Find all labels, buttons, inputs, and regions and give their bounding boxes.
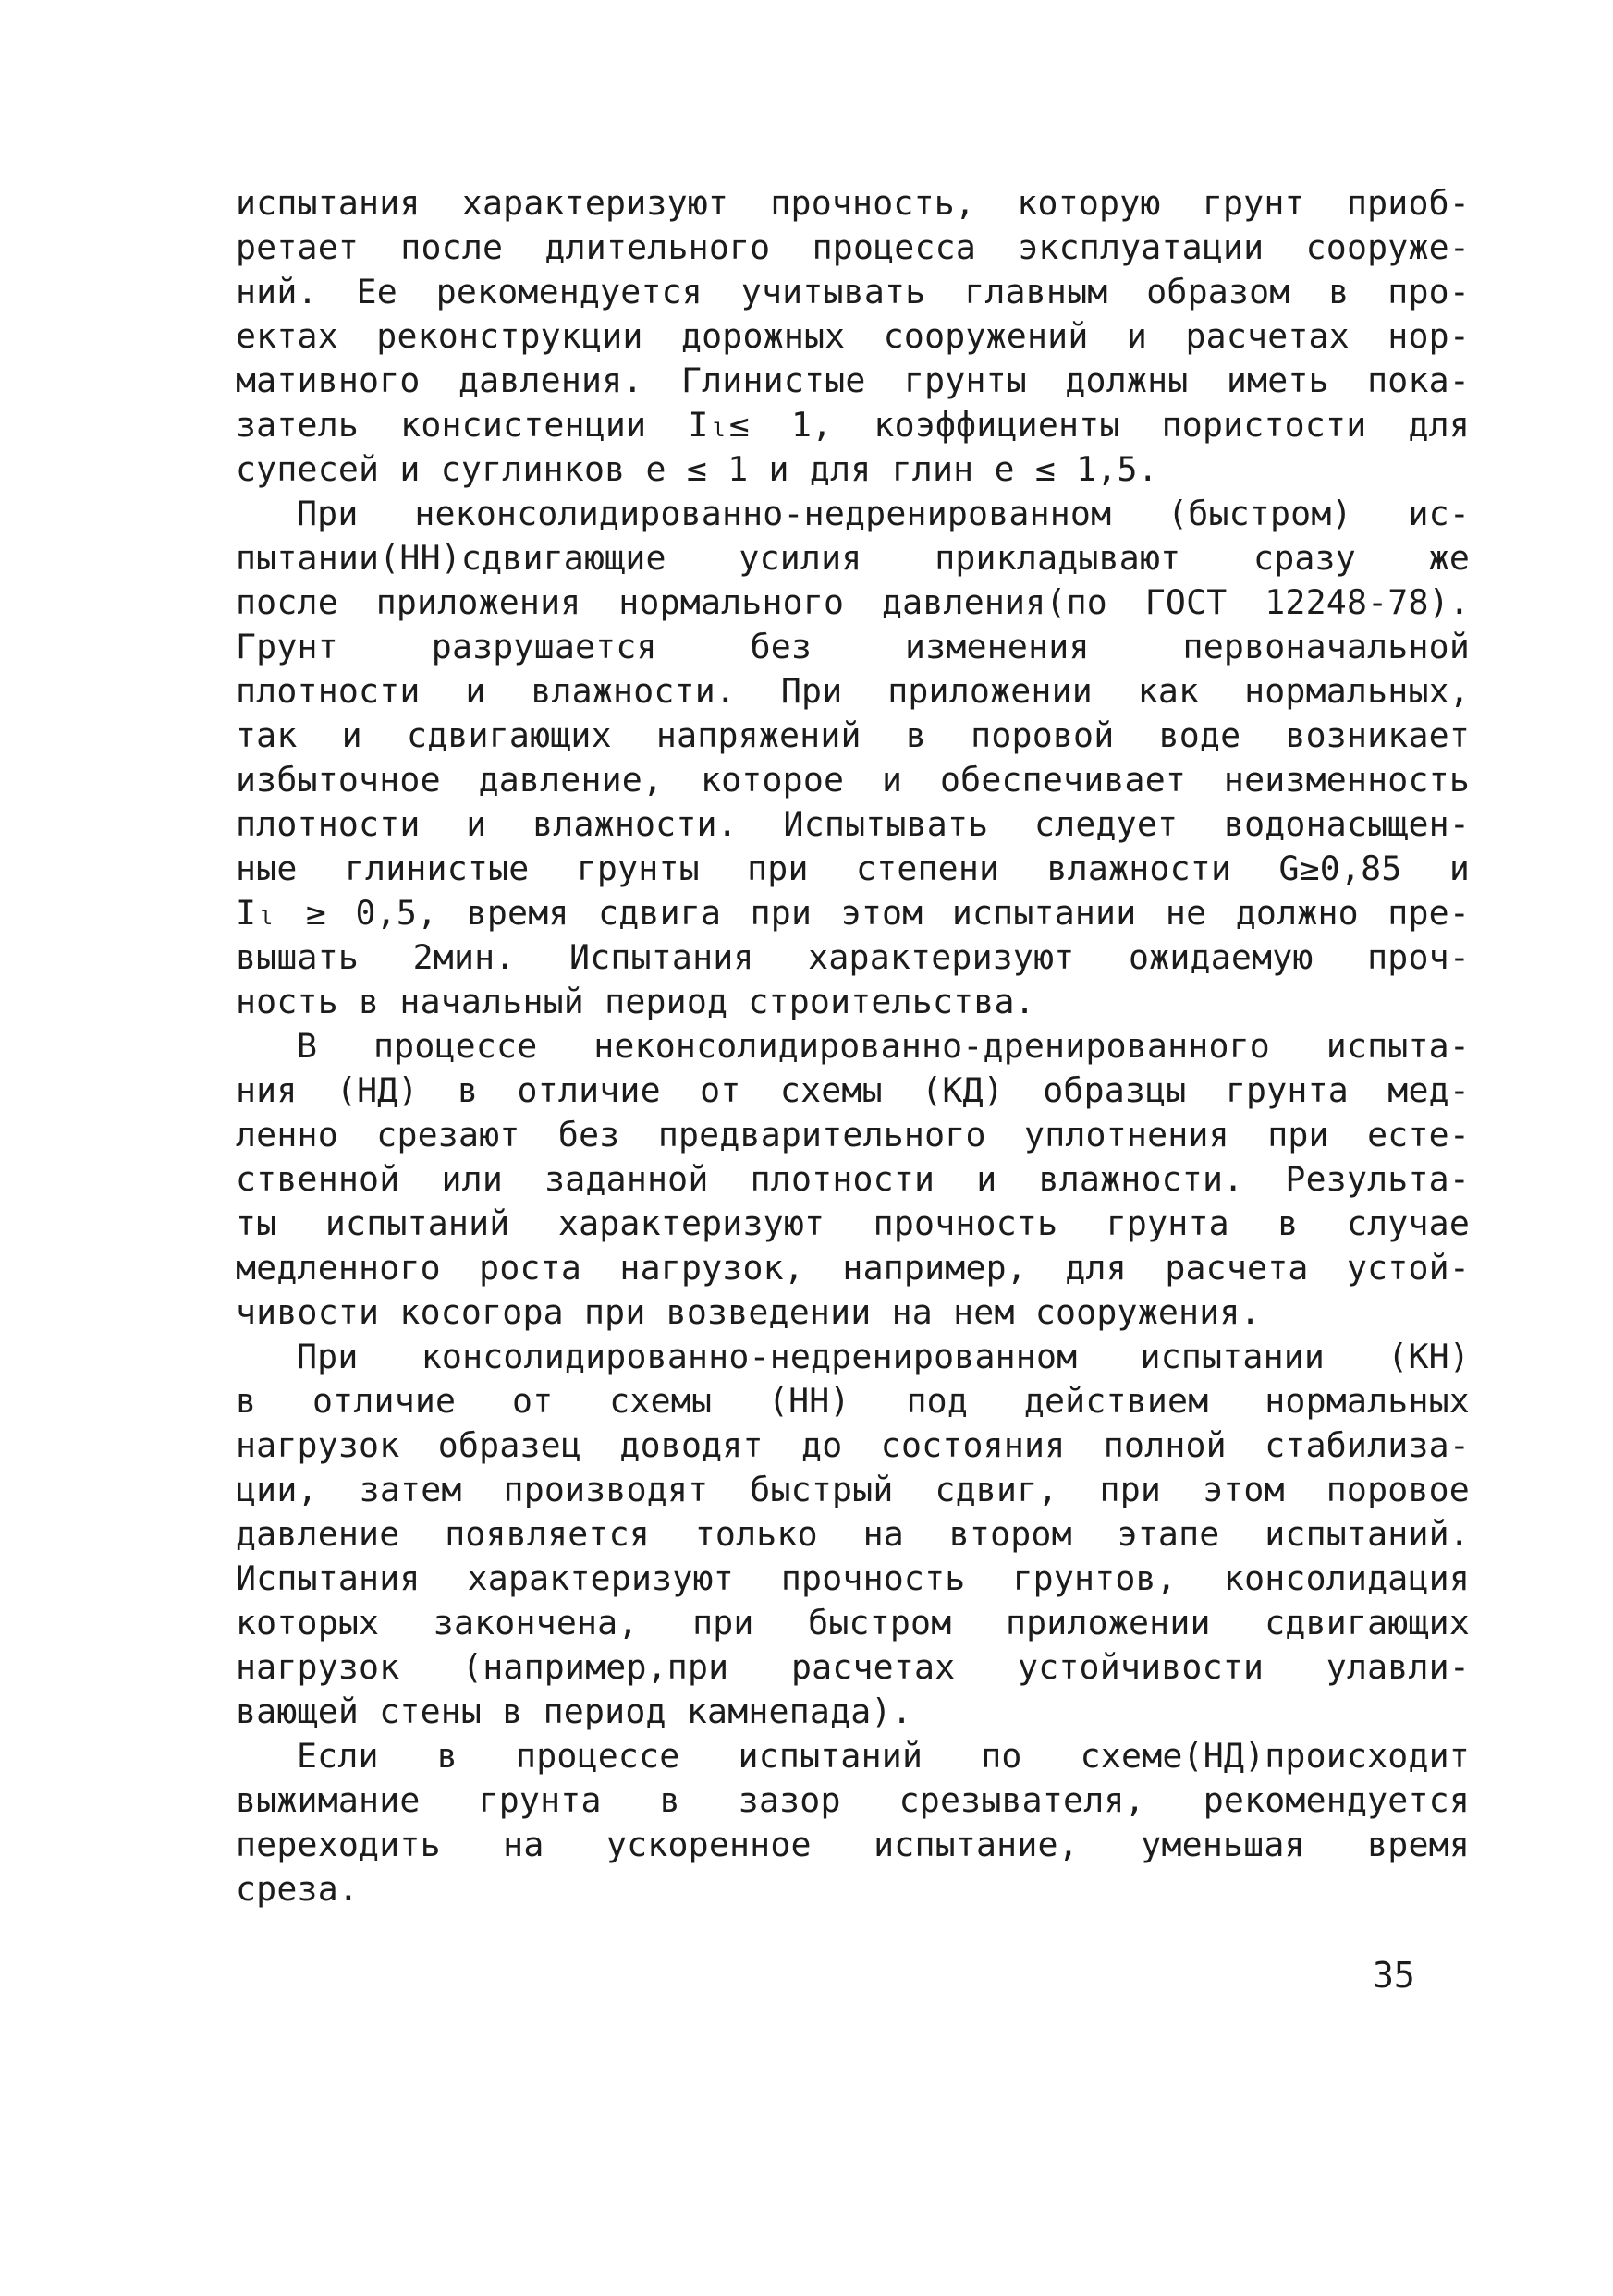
text-line: медленного роста нагрузок, например, для расчета устой- (236, 1248, 1470, 1288)
text-line: ния (НД) в отличие от схемы (КД) образцы грунта мед- (236, 1070, 1470, 1110)
text-line: нагрузок образец доводят до состояния полной стабилиза- (236, 1425, 1470, 1465)
text-line: В процессе неконсолидированно-дренированного испыта- (297, 1026, 1470, 1066)
body-text (236, 181, 1470, 1911)
paragraph-4 (236, 1335, 1470, 1734)
text-line: чивости косогора при возведении на нем сооружения. (236, 1292, 1261, 1332)
text-line: ектах реконструкции дорожных сооружений и расчетах нор- (236, 316, 1470, 356)
text-line: переходить на ускоренное испытание, уменьшая время (236, 1825, 1470, 1864)
text-line: Iₗ ≥ 0,5, время сдвига при этом испытании не должно пре- (236, 893, 1470, 933)
text-line: ции, затем производят быстрый сдвиг, при этом поровое (236, 1470, 1470, 1509)
paragraph-5 (236, 1734, 1470, 1911)
text-line: Грунт разрушается без изменения первоначальной (236, 627, 1470, 666)
text-line: ты испытаний характеризуют прочность грунта в случае (236, 1203, 1470, 1243)
text-line: При консолидированно-недренированном испытании (КН) (297, 1337, 1470, 1376)
text-line: вающей стены в период камнепада). (236, 1691, 912, 1731)
paragraph-1 (236, 181, 1470, 492)
text-line: ность в начальный период строительства. (236, 982, 1035, 1021)
text-line: ные глинистые грунты при степени влажности G≥0,85 и (236, 849, 1470, 888)
text-line: давление появляется только на втором этапе испытаний. (236, 1514, 1470, 1554)
page-number: 35 (1373, 1955, 1415, 1996)
text-line: ретает после длительного процесса эксплуатации сооруже- (236, 227, 1470, 267)
text-line: мативного давления. Глинистые грунты должны иметь пока- (236, 360, 1470, 400)
paragraph-2 (236, 492, 1470, 1024)
text-line: избыточное давление, которое и обеспечивает неизменность (236, 760, 1470, 800)
text-line: супесей и суглинков e ≤ 1 и для глин e ≤ 1,5. (236, 449, 1158, 489)
text-line: пытании(НН)сдвигающие усилия прикладывают сразу же (236, 538, 1470, 578)
text-line: которых закончена, при быстром приложении сдвигающих (236, 1603, 1470, 1643)
text-line: в отличие от схемы (НН) под действием нормальных (236, 1381, 1470, 1421)
text-line: ленно срезают без предварительного уплотнения при есте- (236, 1115, 1470, 1154)
text-line: плотности и влажности. Испытывать следует водонасыщен- (236, 804, 1470, 844)
text-line: вышать 2мин. Испытания характеризуют ожидаемую проч- (236, 937, 1470, 977)
text-line: затель консистенции Iₗ≤ 1, коэффициенты пористости для (236, 405, 1470, 445)
text-line: ний. Ее рекомендуется учитывать главным образом в про- (236, 272, 1470, 311)
text-line: ственной или заданной плотности и влажности. Результа- (236, 1159, 1470, 1199)
text-line: Испытания характеризуют прочность грунтов, консолидация (236, 1558, 1470, 1598)
text-line: так и сдвигающих напряжений в поровой воде возникает (236, 715, 1470, 755)
text-line: испытания характеризуют прочность, которую грунт приоб- (236, 183, 1470, 223)
text-line: При неконсолидированно-недренированном (быстром) ис- (297, 494, 1470, 533)
text-line: Если в процессе испытаний по схеме(НД)происходит (297, 1736, 1470, 1776)
text-line: среза. (236, 1869, 360, 1909)
text-line: плотности и влажности. При приложении как нормальных, (236, 671, 1470, 711)
text-line: после приложения нормального давления(по ГОСТ 12248-78). (236, 582, 1470, 622)
text-line: выжимание грунта в зазор срезывателя, рекомендуется (236, 1780, 1470, 1820)
paragraph-3 (236, 1024, 1470, 1335)
text-line: нагрузок (например,при расчетах устойчивости улавли- (236, 1647, 1470, 1687)
